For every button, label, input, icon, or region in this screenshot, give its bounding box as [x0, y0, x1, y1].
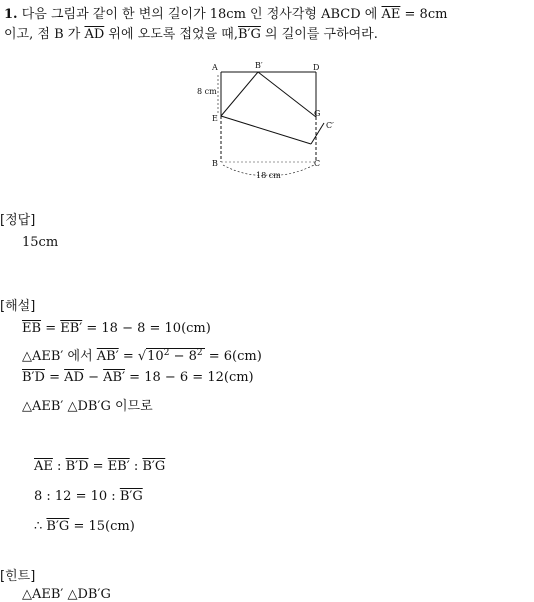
calc-text: = 6(cm) [204, 349, 262, 364]
result-text: = 15(cm) [73, 519, 135, 534]
colon: : [57, 459, 62, 474]
proportion-line-3 [34, 519, 135, 534]
solution-line-4: △AEB′ △DB′G 이므로 [22, 399, 153, 414]
question-text: 다음 그림과 같이 한 변의 길이가 18cm 인 정사각형 ABCD 에 [21, 7, 378, 22]
solution-line-3 [22, 370, 254, 385]
proportion-line-1 [34, 459, 165, 474]
question-text-3: 위에 오도록 접었을 때, [108, 27, 238, 42]
exponent: 2 [196, 348, 203, 358]
colon: : [133, 459, 139, 474]
segment-ebprime: EB′ [60, 321, 83, 336]
question-number: 1. [4, 7, 18, 22]
segment-ae: $\overline{AE}$ [34, 459, 53, 474]
label-e: E [212, 114, 218, 123]
label-b: B [212, 159, 218, 168]
question-text-2: 이고, 점 B 가 [4, 27, 81, 42]
segment-ebprime: EB′ [107, 459, 130, 474]
question-line-1 [4, 3, 447, 22]
calc-text: = 18 − 6 = 12(cm) [129, 370, 254, 385]
hint-heading: [힌트] [0, 569, 36, 584]
solution-line-1 [22, 321, 211, 336]
label-g: G [314, 109, 321, 118]
solution-heading: [해설] [0, 299, 36, 314]
segment-abprime: AB′ [96, 349, 119, 364]
radical-minus: − 8 [169, 349, 197, 364]
answer-value: 15cm [22, 235, 59, 250]
solution-line-2: △AEB′ 에서 $AB' = √10^2 - 8^2 = 6(cm)$ [22, 348, 262, 364]
proportion-line-2 [34, 489, 143, 504]
segment-abprime: AB′ [103, 370, 126, 385]
exponent: 2 [163, 348, 170, 358]
segment-ad: $\overline{AD}$ [84, 27, 105, 42]
label-8cm: 8 cm [197, 87, 217, 96]
segment-bprimed: B′D [65, 459, 89, 474]
hint-value: △AEB′ △DB′G [22, 587, 111, 602]
segment-bg: B′G [237, 27, 261, 42]
segment-bprimeg: B′G [46, 519, 70, 534]
folded-square-figure [190, 55, 350, 185]
fold-cprime-g [311, 123, 324, 144]
label-c: C [314, 159, 321, 168]
fold-e-cprime [221, 116, 311, 144]
segment-bprimeg: B′G [142, 459, 166, 474]
equals: = [45, 321, 57, 336]
radical [146, 348, 204, 364]
proportion-text: 8 : 12 = 10 : [34, 489, 116, 504]
label-a: A [212, 63, 218, 72]
fold-bprime-g [258, 72, 316, 117]
label-cprime: C′ [326, 121, 334, 130]
segment-ae: $\overline{AE}$ [381, 7, 401, 22]
equals: = [92, 459, 104, 474]
equals: = [122, 349, 134, 364]
radical-base: 10 [147, 349, 164, 364]
question-value: = 8cm [404, 7, 448, 22]
segment-ad: $\overline{AD}$ [64, 370, 84, 385]
label-18cm: 18 cm [256, 171, 281, 180]
answer-heading: [정답] [0, 213, 36, 228]
minus: − [88, 370, 99, 385]
segment-bprimeg: B′G [119, 489, 143, 504]
therefore-symbol: ∴ [34, 519, 43, 534]
calc-text: = 18 − 8 = 10(cm) [86, 321, 211, 336]
segment-bprimed: B′D [22, 370, 45, 385]
label-d: D [313, 63, 320, 72]
triangle-text: △AEB′ 에서 [22, 349, 93, 364]
question-line-2 [4, 23, 378, 42]
label-bprime: B′ [255, 61, 263, 70]
equals: = [49, 370, 60, 385]
segment-eb: $\overline{EB}$ [22, 321, 42, 336]
fold-eb-prime [221, 72, 258, 116]
question-text-4: 의 길이를 구하여라. [265, 27, 378, 42]
